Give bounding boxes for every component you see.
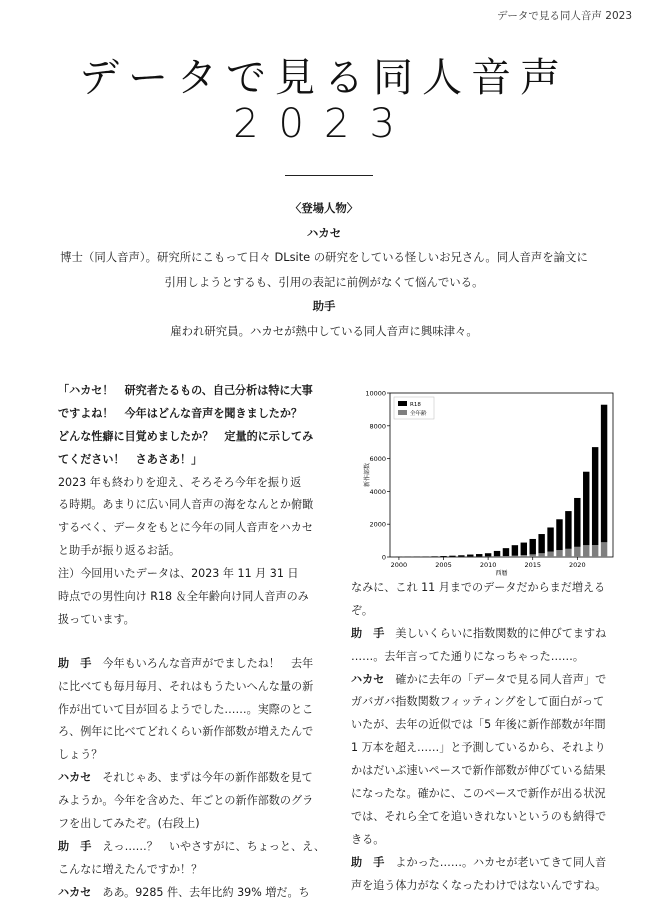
line-text: と助手が振り返るお話。 [58,544,180,557]
dialogue-line [351,600,621,623]
y-tick-label: 6000 [369,455,386,463]
y-tick-label: 4000 [369,488,386,496]
dialogue-line [351,623,621,646]
dialogue-line [58,767,323,790]
dialogue-left [58,653,323,905]
intro-line [58,540,323,563]
bar-r18-2012 [503,548,509,556]
dialogue-line [58,859,323,882]
dialogue-line [58,790,323,813]
y-tick-label: 0 [382,554,386,562]
line-text: 扱っています。 [58,613,135,626]
dialogue-line [351,875,621,898]
cast-desc-assistant: 雇われ研究員。ハカセが熱中している同人音声に興味津々。 [40,319,608,344]
legend-label-0: R18 [410,402,421,408]
chart-svg [360,385,622,577]
line-text: では、それら全てを追いきれないというのも納得で [351,810,606,823]
line-text: になったな。確かに、このペースで新作が出る状況 [351,787,606,800]
dialogue-line [58,653,323,676]
bar-r18-2007 [458,555,464,556]
line-text: る時期。あまりに広い同人音声の海をなんとか俯瞰 [58,498,313,511]
dialogue-line [351,829,621,852]
line-text: ……。去年言ってた通りになっちゃった……。 [351,650,584,663]
bar-r18-2014 [521,543,527,555]
bar-allages-2012 [503,556,509,557]
dialogue-line [351,714,621,737]
x-tick-label: 2015 [524,561,541,569]
x-tick-label: 2005 [435,561,452,569]
x-axis-label: 西暦 [495,569,507,577]
legend-label-1: 全年齢 [410,409,427,417]
speaker-label: ハカセ [58,771,91,784]
title-divider [285,175,373,176]
bar-r18-2016 [538,534,544,553]
line-text: フを出してみたぞ。(右段上) [58,817,200,830]
intro-line [58,426,323,449]
line-text: ろ、例年に比べてどれくらい新作部数が増えたんで [58,725,313,738]
page-title: データで見る同人音声 [0,46,648,103]
bar-allages-2013 [512,556,518,557]
line-text: かはだいぶ速いペースで新作部数が伸びている結果 [351,764,606,777]
bar-r18-2013 [512,545,518,555]
bar-r18-2020 [574,498,580,547]
dialogue-line [58,882,323,905]
dialogue-line [351,669,621,692]
cast-name-hakase: ハカセ [40,221,608,246]
line-text: 声を追う体力がなくなったわけではないんですね。 [351,879,606,892]
bar-r18-2006 [449,556,455,557]
bar-r18-2017 [547,527,553,551]
dialogue-line [351,783,621,806]
line-text: えっ……？ いやさすがに、ちょっと、え、 [91,840,325,853]
dialogue-right [351,577,621,897]
line-text: 1 万本を超え……」と予測しているから、それより [351,741,606,754]
intro-line [58,494,323,517]
bar-allages-2020 [574,547,580,557]
bar-r18-2015 [530,539,536,554]
line-text: しょう？ [58,748,102,761]
cast-section [40,196,608,343]
dialogue-line [58,744,323,767]
dialogue-line [58,813,323,836]
bar-r18-2010 [485,553,491,556]
intro-line [58,449,323,472]
y-axis-label: 新作部数 [363,463,371,487]
line-text: に比べても毎月毎月、それはもうたいへんな量の新 [58,680,313,693]
bar-r18-2023 [601,405,607,543]
dialogue-line [58,699,323,722]
line-text: ガバガバ指数関数フィッティングをして面白がって [351,695,604,708]
dialogue-line [351,806,621,829]
line-text: ぞ。 [351,604,373,617]
line-text: いたが、去年の近似では「5 年後に新作部数が年間 [351,718,606,731]
line-text: 確かに去年の「データで見る同人音声」で [384,673,606,686]
bar-r18-2011 [494,551,500,556]
bar-r18-2021 [583,472,589,545]
line-text: 今年もいろんな音声がでましたね！ 去年 [91,657,313,670]
line-text: 2023 年も終わりを迎え、そろそろ今年を振り返 [58,476,301,489]
line-text: それじゃあ、まずは今年の新作部数を見て [91,771,312,784]
dialogue-line [351,760,621,783]
bar-r18-2004 [431,556,437,557]
bar-allages-2017 [547,552,553,557]
bar-allages-2014 [521,555,527,557]
cast-desc-hakase-2: 引用しようとするも、引用の表記に前例がなくて悩んでいる。 [40,270,608,295]
speaker-label: 助 手 [351,856,384,869]
line-text: 作が出ていて目が回るようでした……。実際のとこ [58,703,313,716]
left-column [58,380,323,905]
intro-line [58,517,323,540]
line-text: ああ。9285 件、去年比約 39% 増だ。ち [91,886,309,899]
line-text: みようか。今年を含めた、年ごとの新作部数のグラ [58,794,313,807]
cast-heading: 〈登場人物〉 [40,196,608,221]
dialogue-line [351,737,621,760]
bar-allages-2021 [583,545,589,557]
y-tick-label: 8000 [369,422,386,430]
dialogue-line [351,577,621,600]
line-text: きる。 [351,833,384,846]
bar-allages-2011 [494,556,500,557]
intro-line [58,472,323,495]
speaker-label: ハカセ [58,886,91,899]
dialogue-line [58,676,323,699]
bar-r18-2018 [556,519,562,550]
bar-allages-2019 [565,549,571,557]
dialogue-line [351,646,621,669]
dialogue-line [58,836,323,859]
line-text: 時点での男性向け R18 ＆全年齢向け同人音声のみ [58,590,309,603]
speaker-label: 助 手 [351,627,384,640]
line-text: なみに、これ 11 月までのデータだからまだ増える [351,581,605,594]
speaker-label: 助 手 [58,657,91,670]
intro-line [58,380,323,403]
bar-r18-2008 [467,555,473,557]
legend-swatch-0 [398,401,407,406]
line-text: どんな性癖に目覚めましたか？ 定量的に示してみ [58,430,313,443]
speaker-label: 助 手 [58,840,91,853]
x-tick-label: 2020 [569,561,586,569]
bar-r18-2009 [476,554,482,557]
intro-line [58,403,323,426]
intro-text [58,380,323,632]
bar-r18-2005 [440,556,446,557]
page-title-year: 2023 [0,101,648,147]
paragraph-gap [58,632,323,653]
bar-r18-2022 [592,447,598,545]
line-text: ですよね！ 今年はどんな音声を聞きましたか？ [58,407,302,420]
line-text: 注）今回用いたデータは、2023 年 11 月 31 日 [58,567,299,580]
bar-allages-2023 [601,542,607,557]
y-tick-label: 10000 [365,390,386,398]
line-text: こんなに増えたんですか！？ [58,863,202,876]
intro-line [58,563,323,586]
new-works-chart [360,385,622,581]
speaker-label: ハカセ [351,673,384,686]
cast-desc-hakase-1: 博士（同人音声）。研究所にこもって日々 DLsite の研究をしている怪しいお兄さん。同人音声を論文に [40,245,608,270]
bar-allages-2022 [592,545,598,557]
dialogue-line [351,852,621,875]
bar-allages-2016 [538,553,544,557]
intro-line [58,609,323,632]
bar-allages-2015 [530,554,536,557]
x-tick-label: 2000 [391,561,408,569]
line-text: 「ハカセ！ 研究者たるもの、自己分析は特に大事 [58,384,313,397]
line-text: 美しいくらいに指数関数的に伸びてますね [384,627,606,640]
dialogue-line [351,691,621,714]
line-text: てください！ さあさあ！」 [58,453,202,466]
bar-r18-2019 [565,511,571,549]
dialogue-line [58,721,323,744]
running-header: データで見る同人音声 2023 [497,8,632,23]
line-text: するべく、データをもとに今年の同人音声をハカセ [58,521,313,534]
right-column [351,577,621,897]
legend-swatch-1 [398,410,407,415]
line-text: よかった……。ハカセが老いてきて同人音 [384,856,606,869]
y-tick-label: 2000 [369,521,386,529]
intro-line [58,586,323,609]
x-tick-label: 2010 [480,561,497,569]
cast-name-assistant: 助手 [40,294,608,319]
bar-allages-2018 [556,550,562,557]
